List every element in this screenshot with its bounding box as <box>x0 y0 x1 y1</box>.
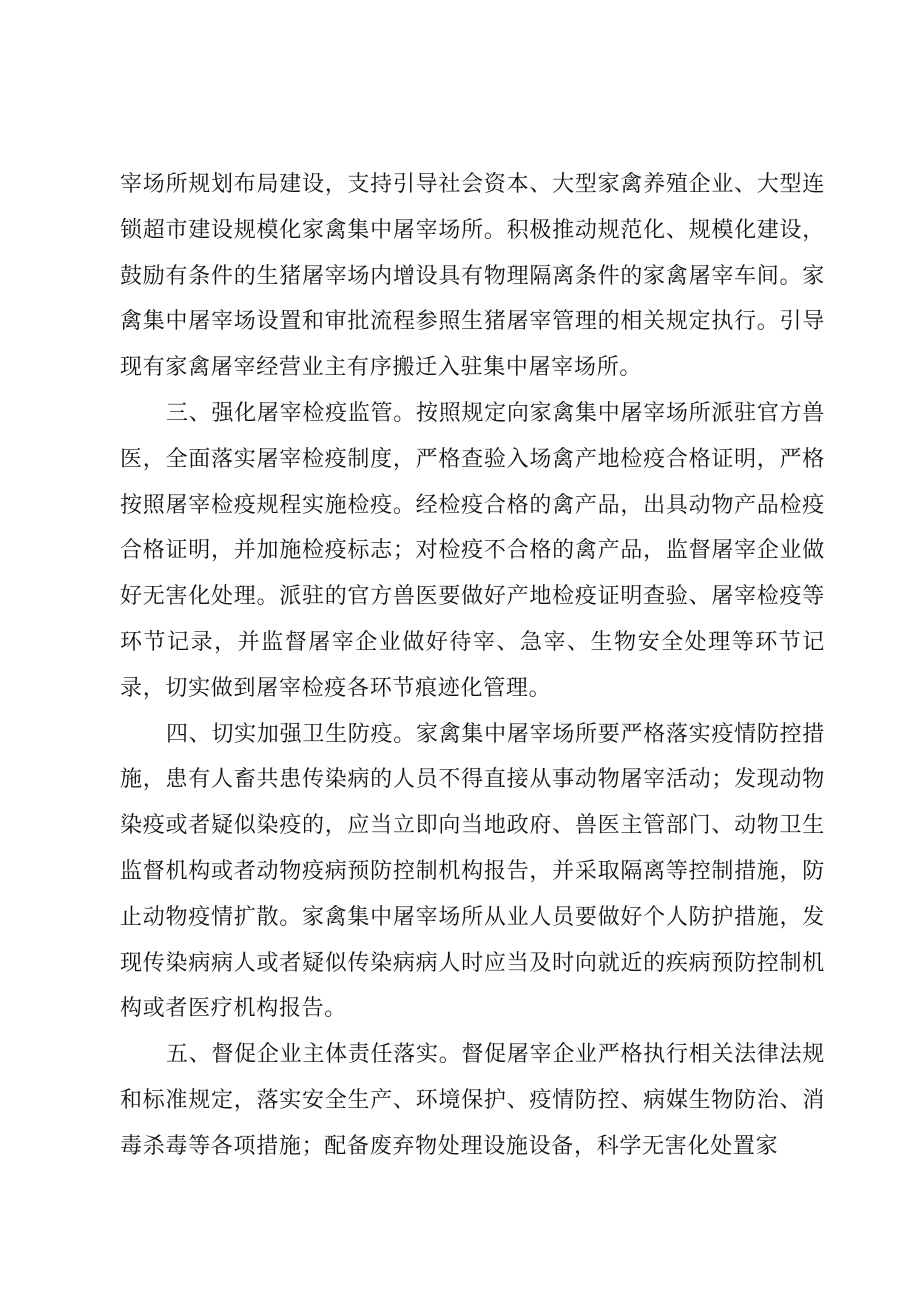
paragraph-section-3: 三、强化屠宰检疫监管。按照规定向家禽集中屠宰场所派驻官方兽医，全面落实屠宰检疫制度，严格查验入场禽产地检疫合格证明，严格按照屠宰检疫规程实施检疫。经检疫合格的禽产品，出具动物产品检疫合格证明，并加施检疫标志；对检疫不合格的禽产品，监督屠宰企业做好无害化处理。派驻的官方兽医要做好产地检疫证明查验、屠宰检疫等环节记录，并监督屠宰企业做好待宰、急宰、生物安全处理等环节记录，切实做到屠宰检疫各环节痕迹化管理。 <box>120 400 825 701</box>
paragraph-section-4: 四、切实加强卫生防疫。家禽集中屠宰场所要严格落实疫情防控措施，患有人畜共患传染病的人员不得直接从事动物屠宰活动；发现动物染疫或者疑似染疫的，应当立即向当地政府、兽医主管部门、动物卫生监督机构或者动物疫病预防控制机构报告，并采取隔离等控制措施，防止动物疫情扩散。家禽集中屠宰场所从业人员要做好个人防护措施，发现传染病病人或者疑似传染病病人时应当及时向就近的疾病预防控制机构或者医疗机构报告。 <box>120 721 825 1022</box>
paragraph-continuation: 宰场所规划布局建设，支持引导社会资本、大型家禽养殖企业、大型连锁超市建设规模化家禽集中屠宰场所。积极推动规范化、规模化建设，鼓励有条件的生猪屠宰场内增设具有物理隔离条件的家禽屠宰车间。家禽集中屠宰场设置和审批流程参照生猪屠宰管理的相关规定执行。引导现有家禽屠宰经营业主有序搬迁入驻集中屠宰场所。 <box>120 172 825 381</box>
document-body <box>120 162 825 1170</box>
paragraph-section-5: 五、督促企业主体责任落实。督促屠宰企业严格执行相关法律法规和标准规定，落实安全生产、环境保护、疫情防控、病媒生物防治、消毒杀毒等各项措施；配备废弃物处理设施设备，科学无害化处置家 <box>120 1042 825 1159</box>
